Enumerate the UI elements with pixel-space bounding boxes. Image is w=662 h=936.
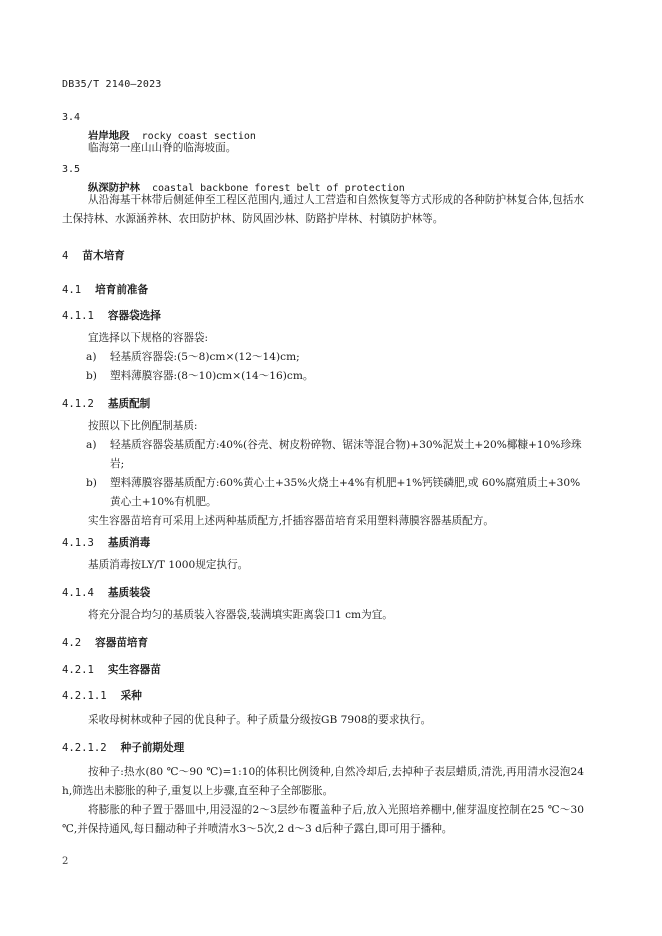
term-english: rocky coast section (141, 131, 256, 142)
section-heading-4-1-2: 4.1.2 基质配制 (62, 398, 151, 410)
clause-number-3-5: 3.5 (62, 164, 81, 175)
section-heading-4-1-3: 4.1.3 基质消毒 (62, 537, 151, 549)
term-chinese: 纵深防护林 (88, 182, 140, 194)
list-marker: b) (86, 477, 97, 489)
section-title: 基质消毒 (107, 537, 151, 549)
list-item (86, 474, 584, 512)
section-heading-4-2-1: 4.2.1 实生容器苗 (62, 664, 161, 676)
section-title: 基质配制 (107, 398, 151, 410)
definition-3-4: 临海第一座山山脊的临海坡面。 (88, 142, 237, 154)
section-heading-4-2-1-2: 4.2.1.2 种子前期处理 (62, 742, 185, 754)
paragraph-intro: 按照以下比例配制基质: (88, 420, 198, 432)
paragraph-body: 采收母树林或种子园的优良种子。种子质量分级按GB 7908的要求执行。 (88, 714, 432, 726)
section-heading-4-1-4: 4.1.4 基质装袋 (62, 587, 151, 599)
list-marker: a) (86, 439, 97, 451)
paragraph-note: 实生容器苗培育可采用上述两种基质配方,扦插容器苗培育采用塑料薄膜容器基质配方。 (88, 515, 494, 527)
paragraph-body: 按种子:热水(80 ℃～90 ℃)=1:10的体积比例烫种,自然冷却后,去掉种子表层蜡质,清洗,再用清水浸泡24 h,筛选出未膨胀的种子,重复以上步骤,直至种子全部膨胀。 (62, 766, 584, 798)
section-heading-4-2-1-1: 4.2.1.1 采种 (62, 690, 142, 702)
page-number: 2 (62, 856, 69, 867)
term-english: coastal backbone forest belt of protection (151, 183, 405, 194)
list-marker: a) (86, 351, 97, 363)
section-title: 容器袋选择 (107, 310, 161, 322)
paragraph-body: 将充分混合均匀的基质装入容器袋,装满填实距离袋口1 cm为宜。 (88, 609, 393, 621)
section-title: 种子前期处理 (120, 742, 185, 754)
section-title: 苗木培育 (82, 250, 125, 262)
paragraph-body: 将膨胀的种子置于器皿中,用浸湿的2～3层纱布覆盖种子后,放入光照培养棚中,催芽温度控制在25 ℃～30 ℃,并保持通风,每日翻动种子并喷清水3～5次,2 d～3 d后种子露白,即可用于播种。 (62, 804, 584, 836)
paragraph-body: 基质消毒按LY/T 1000规定执行。 (88, 559, 249, 571)
list-item (86, 348, 584, 367)
section-title: 容器苗培育 (95, 637, 149, 649)
section-heading-4: 4 苗木培育 (62, 250, 125, 262)
list-marker: b) (86, 370, 97, 382)
section-title: 培育前准备 (95, 284, 149, 296)
section-heading-4-2: 4.2 容器苗培育 (62, 637, 149, 649)
list-text: 塑料薄膜容器基质配方:60%黄心土+35%火烧土+4%有机肥+1%钙镁磷肥,或 60%腐殖质土+30%黄心土+10%有机肥。 (110, 477, 581, 509)
list-text: 塑料薄膜容器:(8～10)cm×(14～16)cm。 (110, 370, 314, 382)
section-title: 采种 (120, 690, 142, 702)
term-chinese: 岩岸地段 (88, 130, 130, 142)
paragraph-intro: 宜选择以下规格的容器袋: (88, 332, 209, 344)
list-text: 轻基质容器袋:(5～8)cm×(12～14)cm; (110, 351, 300, 363)
list-text: 轻基质容器袋基质配方:40%(谷壳、树皮粉碎物、锯沫等混合物)+30%泥炭土+20%椰糠+10%珍珠岩; (110, 439, 582, 471)
section-heading-4-1-1: 4.1.1 容器袋选择 (62, 310, 161, 322)
clause-number-3-4: 3.4 (62, 112, 81, 123)
definition-3-5: 从沿海基干林带后侧延伸至工程区范围内,通过人工营造和自然恢复等方式形成的各种防护林复合体,包括水土保持林、水源涵养林、农田防护林、防风固沙林、防路护岸林、村镇防护林等。 (62, 194, 584, 226)
list-item (86, 367, 584, 386)
section-heading-4-1: 4.1 培育前准备 (62, 284, 149, 296)
section-title: 基质装袋 (107, 587, 151, 599)
document-code: DB35/T 2140—2023 (62, 79, 162, 90)
list-item (86, 436, 584, 474)
section-title: 实生容器苗 (107, 664, 161, 676)
